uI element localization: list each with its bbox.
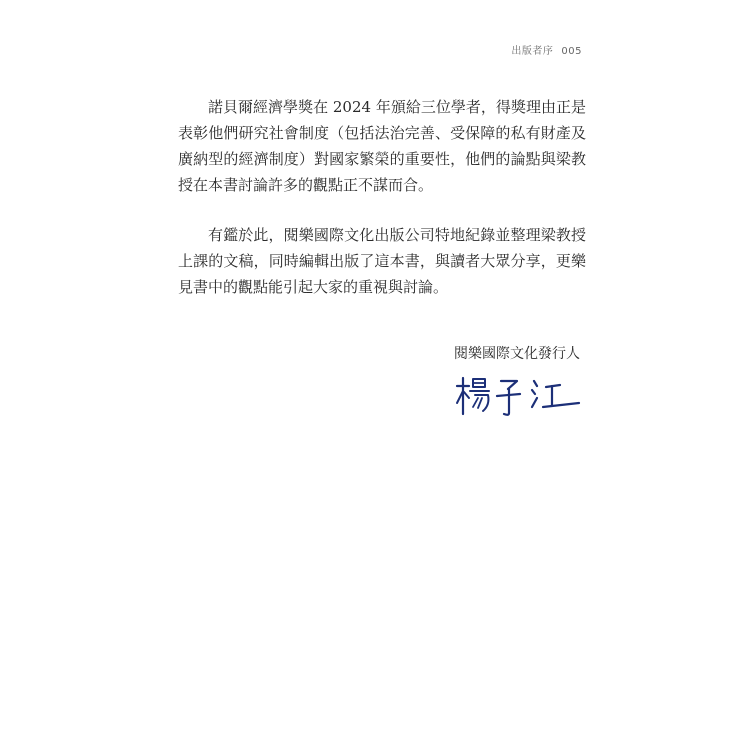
signature-stroke bbox=[478, 398, 482, 408]
body-text bbox=[178, 94, 586, 324]
paragraph-2: 有鑑於此，閱樂國際文化出版公司特地紀錄並整理梁教授上課的文稿，同時編輯出版了這本書，與讀者大眾分享，更樂見書中的觀點能引起大家的重視與討論。 bbox=[178, 226, 586, 296]
running-header bbox=[511, 42, 582, 57]
signature-stroke bbox=[543, 403, 579, 407]
paragraph-1: 諾貝爾經濟學獎在 2024 年頒給三位學者，得獎理由正是表彰他們研究社會制度（包括法治完善、受保障的私有財產及廣納型的經濟制度）對國家繁榮的重要性，他們的論點與梁教授在本書討論許多的觀點正不謀而合。 bbox=[178, 98, 586, 194]
signature-block bbox=[454, 344, 594, 364]
signature-stroke bbox=[497, 394, 520, 396]
publisher-label: 閱樂國際文化發行人 bbox=[454, 346, 580, 362]
signature-stroke bbox=[501, 381, 517, 389]
handwritten-signature bbox=[454, 374, 584, 418]
signature-stroke bbox=[532, 390, 535, 394]
signature-stroke bbox=[534, 381, 537, 386]
page-number: 005 bbox=[561, 46, 582, 57]
signature-stroke bbox=[464, 392, 469, 398]
section-title: 出版者序 bbox=[511, 46, 554, 57]
signature-stroke bbox=[504, 389, 509, 415]
signature-stroke bbox=[532, 398, 537, 407]
signature-stroke bbox=[473, 398, 478, 407]
